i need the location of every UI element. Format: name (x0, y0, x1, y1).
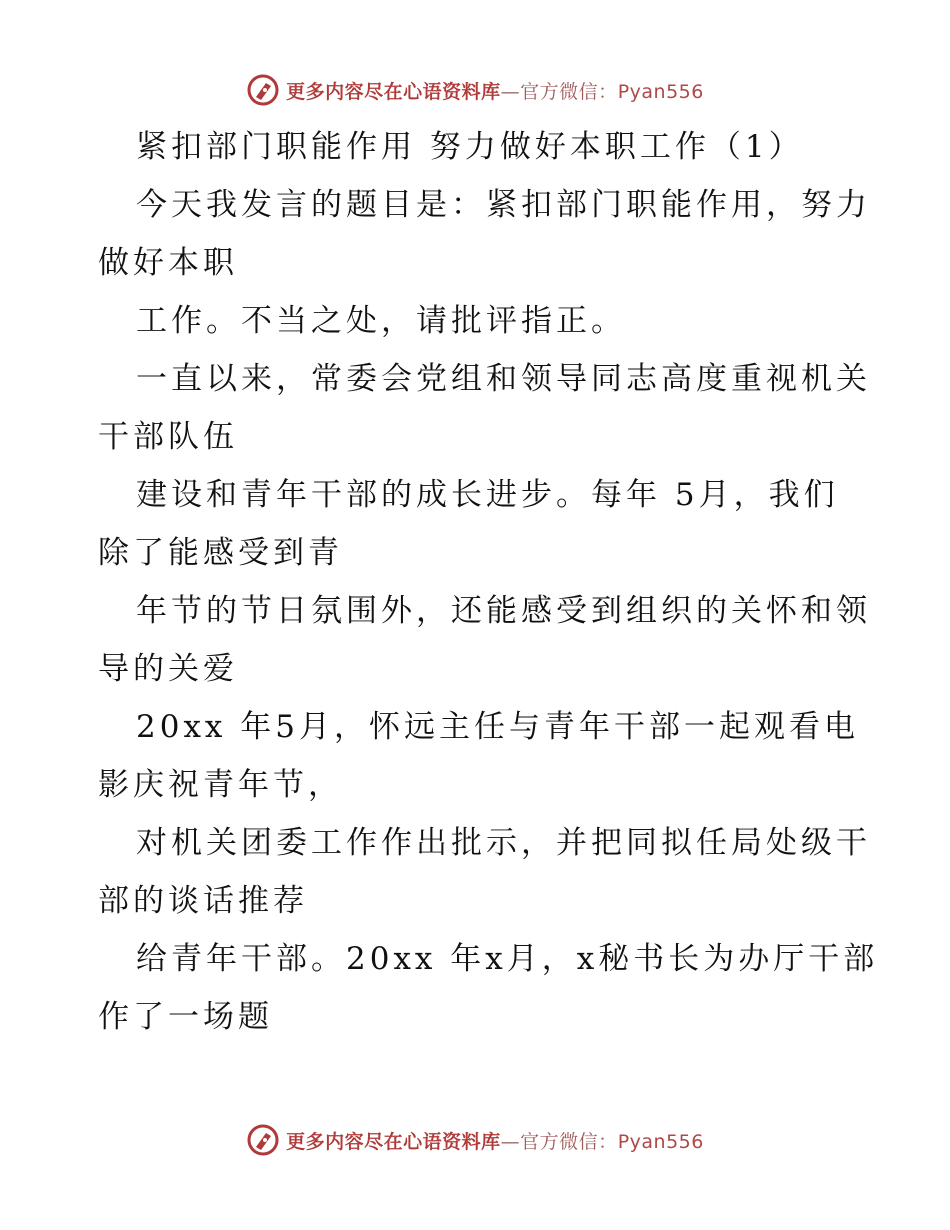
paragraph-line: 除了能感受到青 (98, 535, 343, 571)
banner-wechat-id: Pyan556 (617, 1130, 704, 1153)
footer-banner (0, 1120, 950, 1160)
paragraph-line: 做好本职 (98, 245, 238, 281)
document-title: 紧扣部门职能作用 努力做好本职工作（1） (136, 129, 804, 165)
paragraph-line: 工作。不当之处，请批评指正。 (136, 303, 626, 339)
paragraph-line: 对机关团委工作作出批示，并把同拟任局处级干 (136, 825, 871, 861)
paragraph-line: 给青年干部。20xx 年x月，x秘书长为办厅干部 (136, 941, 879, 977)
banner-main-text: 更多内容尽在心语资料库 (286, 1130, 501, 1153)
banner-main-text: 更多内容尽在心语资料库 (286, 80, 501, 103)
paragraph-line: 年节的节日氛围外，还能感受到组织的关怀和领 (136, 593, 871, 629)
banner-separator: — (500, 1130, 521, 1153)
paragraph-line: 作了一场题 (98, 999, 273, 1035)
pen-nib-logo-icon (246, 1123, 280, 1157)
paragraph-line: 一直以来，常委会党组和领导同志高度重视机关 (136, 361, 871, 397)
banner-separator: — (500, 80, 521, 103)
paragraph-line: 建设和青年干部的成长进步。每年 5月，我们 (136, 477, 839, 513)
banner-suffix: 官方微信： (520, 80, 618, 103)
paragraph-line: 影庆祝青年节， (98, 767, 343, 803)
paragraph-line: 导的关爱 (98, 651, 238, 687)
paragraph-line: 20xx 年5月，怀远主任与青年干部一起观看电 (136, 709, 859, 745)
banner-wechat-id: Pyan556 (617, 80, 704, 103)
pen-nib-logo-icon (246, 73, 280, 107)
banner-suffix: 官方微信： (520, 1130, 618, 1153)
paragraph-line: 干部队伍 (98, 419, 238, 455)
paragraph-line: 部的谈话推荐 (98, 883, 308, 919)
header-banner (0, 70, 950, 110)
paragraph-line: 今天我发言的题目是：紧扣部门职能作用，努力 (136, 187, 871, 223)
document-body (98, 118, 879, 1046)
